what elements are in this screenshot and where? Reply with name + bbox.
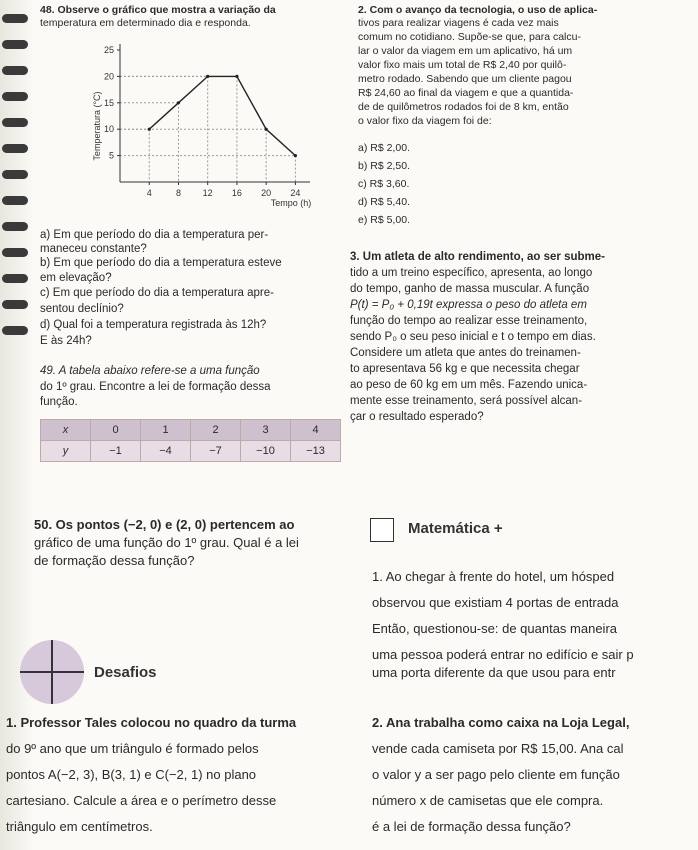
temperature-chart [84,36,324,216]
q49-title: 49. A tabela abaixo refere-se a uma função [40,365,260,377]
x-tick-label: 4 [146,188,152,198]
desafios-q2-title: 2. Ana trabalha como caixa na Loja Legal, [372,715,630,730]
desafios-title: Desafios [94,664,157,681]
binder-ring [2,118,28,127]
q48-item-b-cont: em elevação? [40,272,112,284]
table-cell: −4 [141,441,191,462]
desafios-q1-text: triângulo em centímetros. [6,819,153,834]
q2-text: de de quilômetros rodados foi de 8 km, então [358,101,569,113]
q3-text: ao peso de 60 kg em um mês. Fazendo unica- [350,379,588,391]
table-cell: y [41,441,91,462]
desafios-q1-text: cartesiano. Calcule a área e o perímetro desse [6,793,277,808]
desafios-icon-line [51,640,53,704]
matematica-title: Matemática + [408,520,503,537]
table-row-x [41,420,341,441]
binder-ring [2,274,28,283]
q48-item-c-cont: sentou declínio? [40,303,124,315]
q2-option-c: c) R$ 3,60. [358,178,410,190]
desafios-q2-text: vende cada camiseta por R$ 15,00. Ana cal [372,741,624,756]
q2-text: o valor fixo da viagem foi de: [358,115,492,127]
binder-ring [2,144,28,153]
q48-text: temperatura em determinado dia e responda. [40,17,251,29]
binder-ring [2,222,28,231]
binder-ring [2,14,28,23]
y-tick-label: 25 [103,45,114,55]
x-tick-label: 16 [231,188,242,198]
q2-option-b: b) R$ 2,50. [358,160,410,172]
chart-point [294,154,297,157]
q3-formula: P(t) = P₀ + 0,19t expressa o peso do atleta em [350,299,587,311]
q2-option-d: d) R$ 5,40. [358,196,410,208]
y-tick-label: 20 [103,71,114,82]
q2-text: tivos para realizar viagens é cada vez mais [358,17,559,29]
q2-text: R$ 24,60 ao final da viagem e que a quantida- [358,87,574,99]
binder-ring [2,170,28,179]
q3-text: to apresentava 56 kg e que necessita chegar [350,363,580,375]
table-cell: 3 [241,420,291,441]
q48-title: 48. Observe o gráfico que mostra a variação da [40,4,276,16]
q3-text: mente esse treinamento, será possível alcan- [350,395,583,407]
desafios-q2-text: o valor y a ser pago pelo cliente em função [372,767,620,782]
binder-ring [2,40,28,49]
binder-ring [2,326,28,335]
q49-text-cont: função. [40,396,78,408]
q48-item-a: a) Em que período do dia a temperatura per- [40,229,269,241]
q3-text: çar o resultado esperado? [350,411,484,423]
desafios-q1-title: 1. Professor Tales colocou no quadro da turma [6,715,297,730]
matematica-q1-text: Então, questionou-se: de quantas maneira [372,621,618,636]
y-tick-label: 10 [103,124,114,135]
q48-item-a-cont: maneceu constante? [40,243,147,255]
x-tick-label: 24 [290,188,301,198]
q49-text: do 1º grau. Encontre a lei de formação dessa [40,381,271,393]
q2-text: comum no cotidiano. Supõe-se que, para calcu- [358,31,581,43]
q2-title: 2. Com o avanço da tecnologia, o uso de aplica- [358,4,598,16]
q48-item-b: b) Em que período do dia a temperatura esteve [40,257,282,269]
q3-text: do tempo, ganho de massa muscular. A função [350,283,590,295]
table-cell: 0 [91,420,141,441]
q2-text: metro rodado. Sabendo que um cliente pagou [358,73,572,85]
y-tick-label: 15 [103,97,114,108]
binder-ring [2,196,28,205]
q48-item-c: c) Em que período do dia a temperatura apre- [40,287,274,299]
q50-text-cont: de formação dessa função? [34,553,195,568]
q2-text: valor fixo mais um total de R$ 2,40 por quilô- [358,59,567,71]
q48-item-d: d) Qual foi a temperatura registrada às 12h? [40,319,267,331]
chart-series-line [149,76,295,155]
q3-text: sendo P₀ o seu peso inicial e t o tempo em dias. [350,331,596,343]
q3-text: Considere um atleta que antes do treinamen- [350,347,581,359]
desafios-q2-text: número x de camisetas que ele compra. [372,793,604,808]
table-cell: 4 [291,420,341,441]
table-cell: x [41,420,91,441]
table-cell: 1 [141,420,191,441]
function-table [40,419,341,462]
binder-ring [2,248,28,257]
table-cell: −10 [241,441,291,462]
desafios-q1-text: pontos A(−2, 3), B(3, 1) e C(−2, 1) no plano [6,767,257,782]
table-row-y [41,441,341,462]
table-cell: −7 [191,441,241,462]
chart-point [177,101,180,104]
matematica-q1-text: observou que existiam 4 portas de entrada [372,595,619,610]
chart-point [265,128,268,131]
binder-ring [2,300,28,309]
binder-ring [2,66,28,75]
matematica-badge-icon [370,518,394,542]
q2-option-e: e) R$ 5,00. [358,214,410,226]
x-tick-label: 8 [175,188,181,198]
x-tick-label: 12 [202,188,213,198]
q50-title: 50. Os pontos (−2, 0) e (2, 0) pertencem ao [34,517,295,532]
q2-text: lar o valor da viagem em um aplicativo, há um [358,45,573,57]
q3-title: 3. Um atleta de alto rendimento, ao ser subme- [350,251,605,263]
q3-text: tido a um treino específico, apresenta, ao longo [350,267,593,279]
table-cell: −1 [91,441,141,462]
chart-xlabel: Tempo (h) [270,198,312,208]
desafios-q1-text: do 9º ano que um triângulo é formado pelos [6,741,259,756]
table-cell: −13 [291,441,341,462]
chart-grid [120,76,295,182]
matematica-q1: 1. Ao chegar à frente do hotel, um hósped [372,569,615,584]
matematica-q1-text: uma pessoa poderá entrar no edifício e sair p [372,647,634,662]
q50-text: gráfico de uma função do 1º grau. Qual é a lei [34,535,299,550]
chart-ylabel: Temperatura (°C) [92,91,102,161]
q3-text: função do tempo ao realizar esse treinamento, [350,315,588,327]
chart-point [148,128,151,131]
chart-point [235,75,238,78]
table-cell: 2 [191,420,241,441]
desafios-q2-text: é a lei de formação dessa função? [372,819,571,834]
matematica-q1-text: uma porta diferente da que usou para entr [372,665,616,680]
y-tick-label: 5 [108,150,114,161]
q48-item-d-cont: E às 24h? [40,335,92,347]
q2-option-a: a) R$ 2,00. [358,142,410,154]
chart-point [206,75,209,78]
x-tick-label: 20 [261,188,272,198]
binder-ring [2,92,28,101]
